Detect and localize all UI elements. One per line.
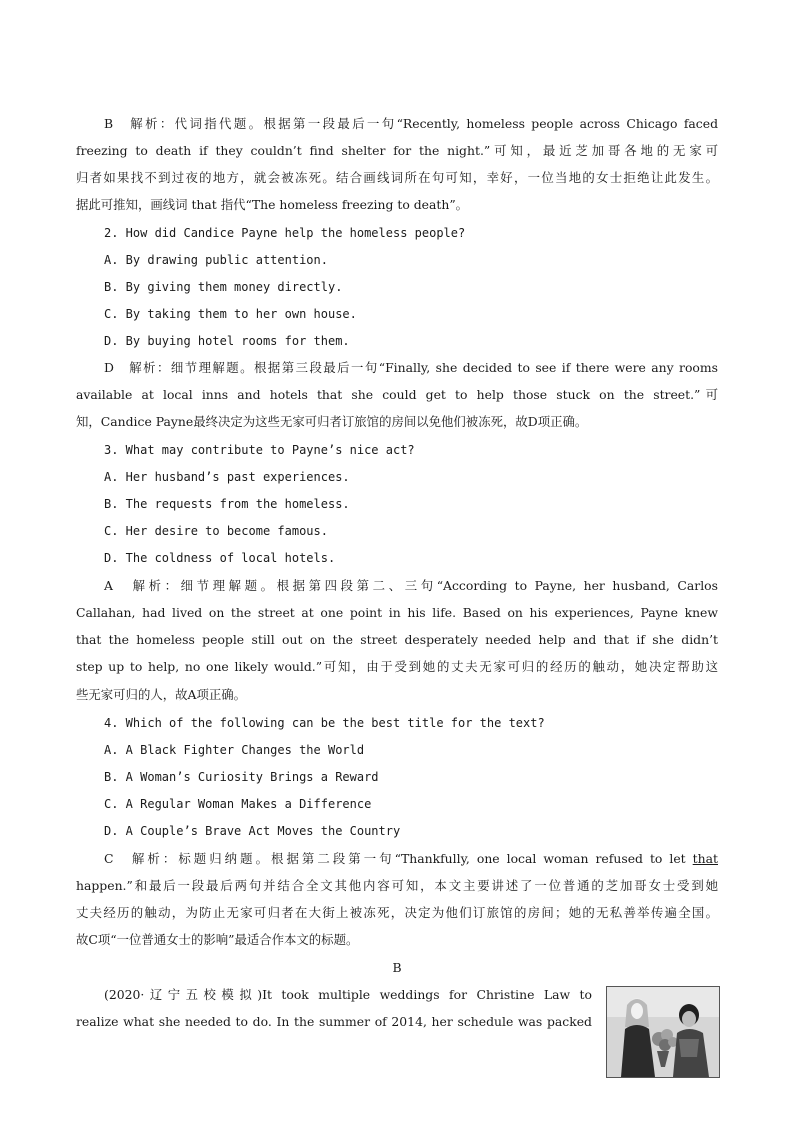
q2-option-b: B. By giving them money directly. bbox=[104, 280, 343, 294]
passage-b-line-1: (2020·辽宁五校模拟)It took multiple weddings for Christine Law to bbox=[104, 987, 592, 1002]
q2-question: 2. How did Candice Payne help the homeless people? bbox=[104, 226, 466, 240]
q2-option-a: A. By drawing public attention. bbox=[104, 253, 328, 267]
passage-photo bbox=[606, 986, 720, 1078]
q1-explanation-line-2: freezing to death if they couldn’t find shelter for the night.”可知，最近芝加哥各地的无家可 bbox=[76, 143, 718, 158]
q2-option-c: C. By taking them to her own house. bbox=[104, 307, 357, 321]
q4-option-d: D. A Couple’s Brave Act Moves the Country bbox=[104, 824, 401, 838]
q3-explanation-line-1: A 解析：细节理解题。根据第四段第二、三句“According to Payne, her husband, Carlos bbox=[104, 578, 718, 593]
passage-b-line-2: realize what she needed to do. In the summer of 2014, her schedule was packed bbox=[76, 1014, 592, 1029]
q4-explanation-line-2: happen.”和最后一段最后两句并结合全文其他内容可知，本文主要讲述了一位普通的芝加哥女士受到她 bbox=[76, 878, 718, 893]
q2-explanation-line-2: available at local inns and hotels that she could get to help those stuck on the street.”可 bbox=[76, 387, 718, 402]
q3-question: 3. What may contribute to Payne’s nice act? bbox=[104, 443, 415, 457]
photo-illustration-icon bbox=[607, 987, 719, 1077]
q3-option-d: D. The coldness of local hotels. bbox=[104, 551, 336, 565]
underlined-word-that: that bbox=[692, 851, 718, 866]
q3-explanation-line-2: Callahan, had lived on the street at one point in his life. Based on his experiences, Payne knew bbox=[76, 605, 718, 620]
q3-option-a: A. Her husband’s past experiences. bbox=[104, 470, 350, 484]
q4-explanation-line-4: 故C项“一位普通女士的影响”最适合作本文的标题。 bbox=[76, 932, 359, 947]
q3-explanation-line-5: 些无家可归的人，故A项正确。 bbox=[76, 687, 247, 702]
q1-explanation-line-1: B 解析：代词指代题。根据第一段最后一句“Recently, homeless people across Chicago faced bbox=[104, 116, 718, 131]
q3-explanation-line-4: step up to help, no one likely would.”可知，由于受到她的丈夫无家可归的经历的触动，她决定帮助这 bbox=[76, 659, 718, 674]
q2-explanation-line-1: D 解析：细节理解题。根据第三段最后一句“Finally, she decided to see if there were any rooms bbox=[104, 360, 718, 375]
q2-explanation-line-3: 知，Candice Payne最终决定为这些无家可归者订旅馆的房间以免他们被冻死，故D项正确。 bbox=[76, 414, 588, 429]
q3-option-b: B. The requests from the homeless. bbox=[104, 497, 350, 511]
q4-option-c: C. A Regular Woman Makes a Difference bbox=[104, 797, 372, 811]
q4-option-b: B. A Woman’s Curiosity Brings a Reward bbox=[104, 770, 379, 784]
q4-explanation-line-1-text: C 解析：标题归纳题。根据第二段第一句“Thankfully, one local woman refused to let bbox=[104, 851, 693, 866]
q3-option-c: C. Her desire to become famous. bbox=[104, 524, 328, 538]
q4-explanation-line-3: 丈夫经历的触动，为防止无家可归者在大街上被冻死，决定为他们订旅馆的房间；她的无私善举传遍全国。 bbox=[76, 905, 718, 920]
q2-option-d: D. By buying hotel rooms for them. bbox=[104, 334, 350, 348]
passage-b-heading: B bbox=[392, 960, 402, 975]
q1-explanation-line-4: 据此可推知，画线词 that 指代“The homeless freezing to death”。 bbox=[76, 197, 469, 212]
q4-explanation-line-1 bbox=[104, 849, 718, 869]
q4-question: 4. Which of the following can be the best title for the text? bbox=[104, 716, 545, 730]
q3-explanation-line-3: that the homeless people still out on the street desperately needed help and that if she didn’t bbox=[76, 632, 718, 647]
q1-explanation-line-3: 归者如果找不到过夜的地方，就会被冻死。结合画线词所在句可知，幸好，一位当地的女士拒绝让此发生。 bbox=[76, 170, 718, 185]
q4-option-a: A. A Black Fighter Changes the World bbox=[104, 743, 365, 757]
